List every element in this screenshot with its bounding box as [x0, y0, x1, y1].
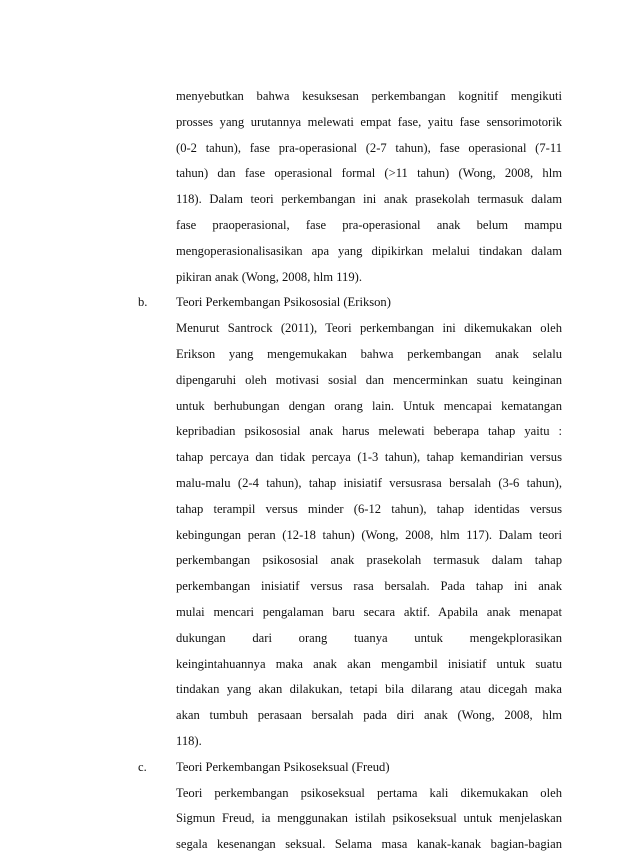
section-heading — [138, 755, 562, 781]
section-title: Teori Perkembangan Psikososial (Erikson) — [176, 295, 391, 310]
paragraph-line: Erikson yang mengemukakan bahwa perkembangan anak selalu — [176, 346, 562, 361]
paragraph-line: menyebutkan bahwa kesuksesan perkembangan kognitif mengikuti — [176, 89, 562, 103]
paragraph-line: kebingungan peran (12-18 tahun) (Wong, 2008, hlm 117). Dalam teori — [176, 527, 562, 542]
paragraph-line: prosses yang urutannya melewati empat fase, yaitu fase sensorimotorik — [176, 114, 562, 129]
paragraph-line: malu-malu (2-4 tahun), tahap inisiatif versusrasa bersalah (3-6 tahun), — [176, 475, 562, 490]
paragraph-line: tahap percaya dan tidak percaya (1-3 tahun), tahap kemandirian versus — [176, 450, 562, 465]
paragraph-line: (0-2 tahun), fase pra-operasional (2-7 tahun), fase operasional (7-11 — [176, 140, 562, 155]
paragraph-line: 118). Dalam teori perkembangan ini anak prasekolah termasuk dalam — [176, 192, 562, 207]
paragraph-line: fase praoperasional, fase pra-operasional anak belum mampu — [176, 217, 562, 232]
list-marker: b. — [138, 295, 148, 310]
paragraph-line: tahun) dan fase operasional formal (>11 tahun) (Wong, 2008, hlm — [176, 166, 562, 181]
section-c — [138, 755, 562, 858]
paragraph-line: untuk berhubungan dengan orang lain. Untuk mencapai kematangan — [176, 398, 562, 413]
paragraph-line: perkembangan psikososial anak prasekolah termasuk dalam tahap — [176, 553, 562, 568]
paragraph-line: perkembangan inisiatif versus rasa bersalah. Pada tahap ini anak — [176, 579, 562, 594]
paragraph-line: Menurut Santrock (2011), Teori perkembangan ini dikemukakan oleh — [176, 321, 562, 336]
paragraph-line: mengoperasionalisasikan apa yang dipikirkan melalui tindakan dalam — [176, 243, 562, 258]
paragraph-line: dipengaruhi oleh motivasi sosial dan mencerminkan suatu keinginan — [176, 372, 562, 387]
section-heading — [138, 290, 562, 316]
section-b — [138, 290, 562, 754]
paragraph-line: Sigmun Freud, ia menggunakan istilah psikoseksual untuk menjelaskan — [176, 811, 562, 826]
section-a-continuation — [138, 84, 562, 290]
paragraph-line: Teori perkembangan psikoseksual pertama kali dikemukakan oleh — [176, 785, 562, 800]
paragraph-line: kepribadian psikososial anak harus melewati beberapa tahap yaitu : — [176, 424, 562, 439]
paragraph-line: tindakan yang akan dilakukan, tetapi bila dilarang atau dicegah maka — [176, 682, 562, 697]
list-marker: c. — [138, 759, 147, 774]
paragraph-line: keingintahuannya maka anak akan mengambil inisiatif untuk suatu — [176, 656, 562, 671]
paragraph-line: tahap terampil versus minder (6-12 tahun), tahap identidas versus — [176, 501, 562, 516]
paragraph-line: akan tumbuh perasaan bersalah pada diri anak (Wong, 2008, hlm — [176, 708, 562, 723]
paragraph-line: pikiran anak (Wong, 2008, hlm 119). — [176, 269, 362, 284]
paragraph-line: mulai mencari pengalaman baru secara aktif. Apabila anak menapat — [176, 604, 562, 619]
section-title: Teori Perkembangan Psikoseksual (Freud) — [176, 759, 390, 774]
paragraph-line: segala kesenangan seksual. Selama masa kanak-kanak bagian-bagian — [176, 837, 562, 852]
paragraph-line: dukungan dari orang tuanya untuk mengekplorasikan — [176, 630, 562, 645]
document-body — [138, 84, 562, 858]
paragraph-line: 118). — [176, 733, 202, 748]
